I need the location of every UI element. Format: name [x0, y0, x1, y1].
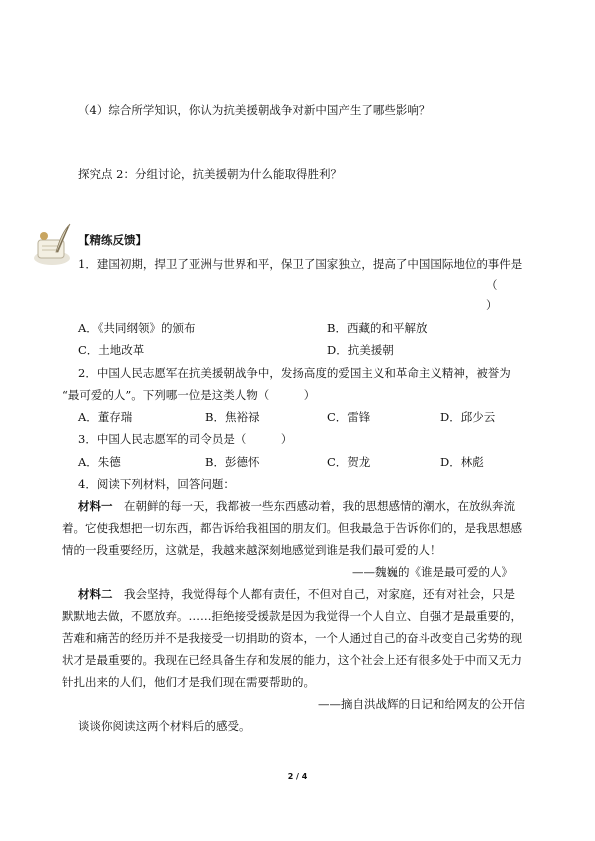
q1-option-c: C．土地改革: [78, 343, 145, 357]
q2-option-d: D．邱少云: [440, 410, 496, 424]
q2-option-b: B．焦裕禄: [205, 410, 260, 424]
q1-option-b: B．西藏的和平解放: [327, 321, 428, 335]
q1-option-d: D．抗美援朝: [327, 343, 394, 357]
material-1-label: 材料一: [78, 499, 113, 513]
feather-pen-scroll-icon: [32, 222, 72, 266]
q1-stem: 1．建国初期，捍卫了亚洲与世界和平，保卫了国家独立，提高了中国国际地位的事件是: [78, 257, 523, 271]
q3-option-b: B．彭德怀: [205, 455, 260, 469]
material-2-source: ——摘自洪战辉的日记和给网友的公开信: [318, 697, 525, 711]
q1-paren-open: （: [486, 278, 498, 292]
q1-paren-close: ）: [486, 298, 498, 312]
reflection-prompt: 谈谈你阅读这两个材料后的感受。: [78, 719, 251, 733]
material-2-line-3: 苦难和痛苦的经历并不是我接受一切捐助的资本，一个人通过自己的奋斗改变自己劣势的现: [62, 631, 522, 645]
material-2-line-5: 针扎出来的人们，他们才是我们现在需要帮助的。: [62, 675, 315, 689]
material-1-line-2: 着。它使我想把一切东西，都告诉给我祖国的朋友们。但我最急于告诉你们的，是我思想感: [62, 521, 522, 535]
q3-option-a: A．朱德: [78, 455, 121, 469]
q3-option-c: C．贺龙: [327, 455, 371, 469]
material-2-line-1: [78, 586, 515, 602]
explore-point-2: 探究点 2：分组讨论，抗美援朝为什么能取得胜利？: [78, 167, 342, 181]
page-number: 2 / 4: [287, 772, 308, 781]
q2-line-1: 2．中国人民志愿军在抗美援朝战争中，发扬高度的爱国主义和革命主义精神，被誉为: [78, 366, 511, 380]
q2-option-a: A．董存瑞: [78, 410, 133, 424]
q2-line-2: “最可爱的人”。下列哪一位是这类人物（ ）: [62, 388, 316, 402]
material-1-line-1: [78, 498, 515, 514]
material-2-line-4: 状才是最重要的。我现在已经具备生存和发展的能力，这个社会上还有很多处于中而又无力: [62, 653, 522, 667]
material-2-label: 材料二: [78, 587, 113, 601]
question-4-impact: （4）综合所学知识，你认为抗美援朝战争对新中国产生了哪些影响？: [78, 103, 431, 117]
material-2-text: 我会坚持，我觉得每个人都有责任，不但对自己，对家庭，还有对社会，只是: [112, 587, 515, 601]
q3-stem: 3．中国人民志愿军的司令员是（ ）: [78, 432, 293, 446]
material-1-text: 在朝鲜的每一天，我都被一些东西感动着，我的思想感情的潮水，在放纵奔流: [112, 499, 515, 513]
q1-option-a: A．《共同纲领》的颁布: [78, 321, 196, 335]
q2-option-c: C．雷锋: [327, 410, 371, 424]
material-1-line-3: 情的一段重要经历，这就是，我越来越深刻地感觉到谁是我们最可爱的人！: [62, 543, 442, 557]
material-2-line-2: 默默地去做，不愿放弃。……拒绝接受援款是因为我觉得一个人自立、自强才是最重要的，: [62, 609, 522, 623]
q3-option-d: D．林彪: [440, 455, 484, 469]
q4-stem: 4．阅读下列材料，回答问题：: [78, 477, 235, 491]
section-title: 【精练反馈】: [78, 233, 147, 247]
material-1-source: ——魏巍的《谁是最可爱的人》: [352, 565, 513, 579]
